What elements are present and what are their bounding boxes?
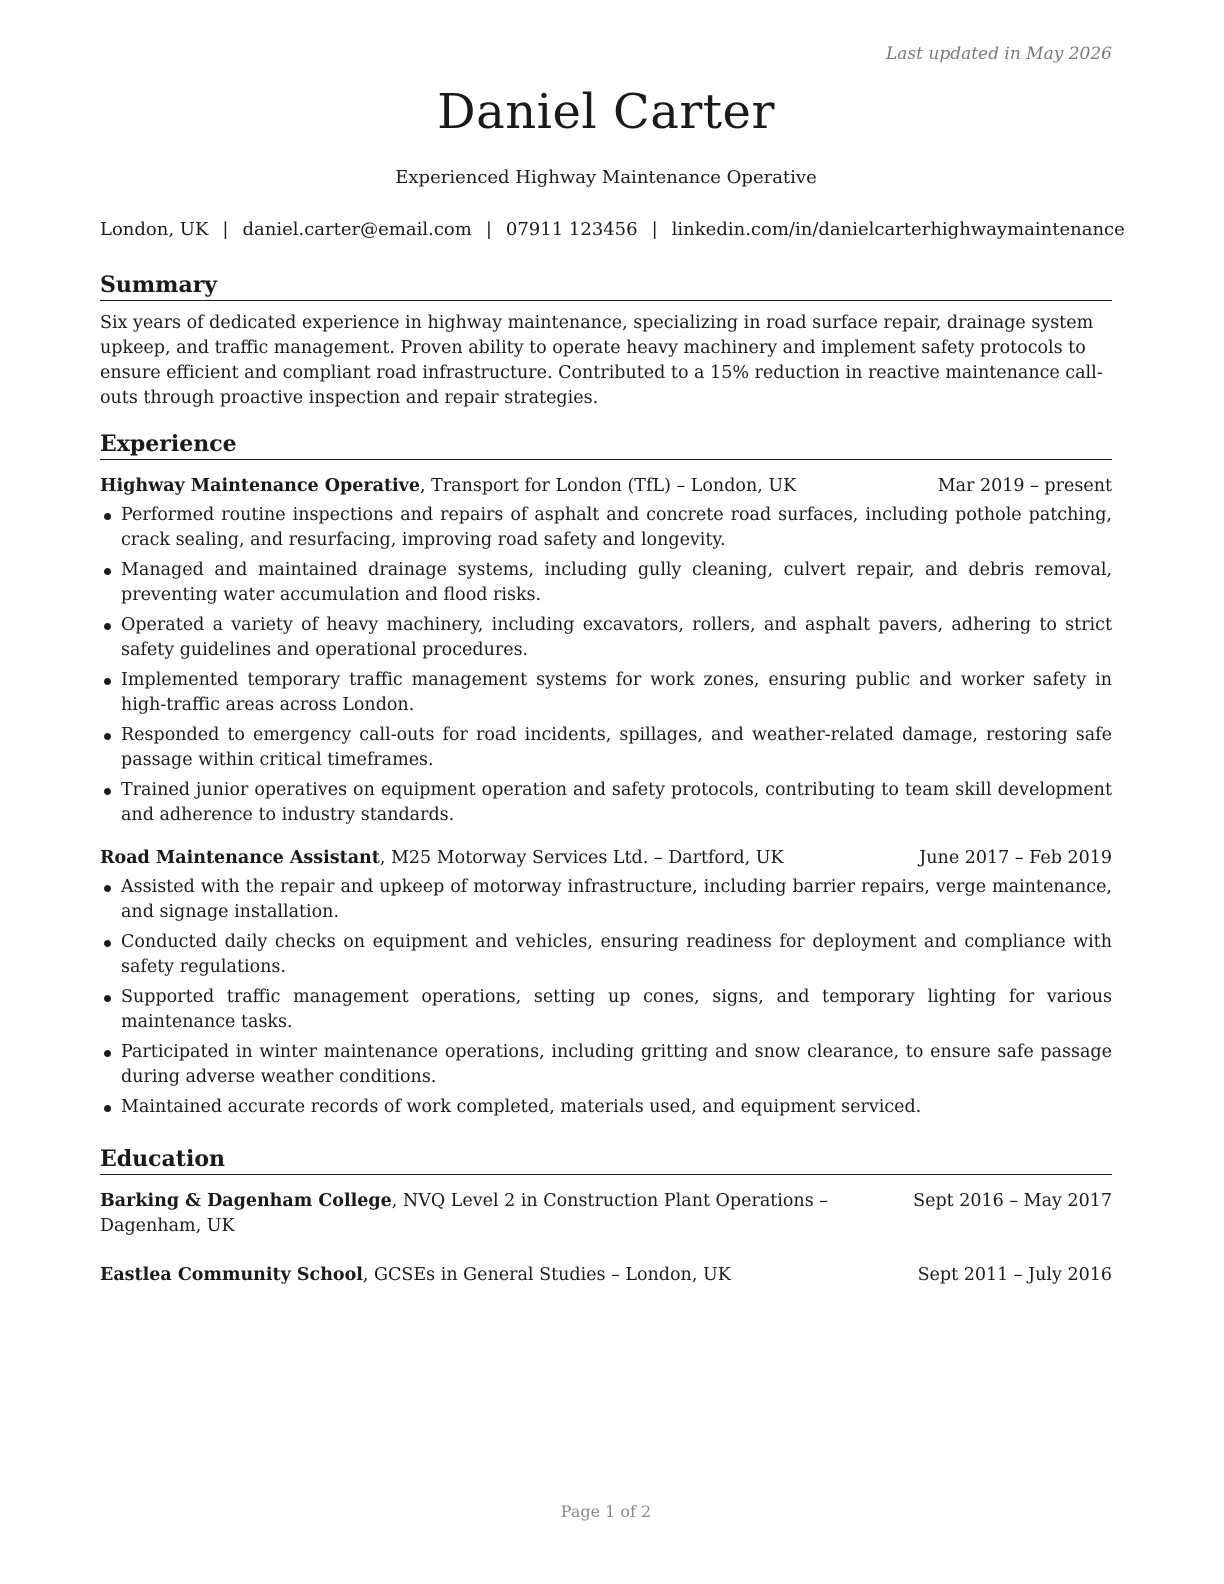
bullet-item: Conducted daily checks on equipment and vehicles, ensuring readiness for deployment and compliance with safety regulations.: [100, 930, 1112, 980]
job-entry: [100, 846, 1112, 1120]
job-company: , Transport for London (TfL) – London, UK: [419, 476, 797, 496]
job-bullets: [100, 503, 1112, 828]
bullet-item: Participated in winter maintenance operations, including gritting and snow clearance, to ensure safe passage during adverse weather conditions.: [100, 1040, 1112, 1090]
job-dates: Mar 2019 – present: [937, 476, 1112, 496]
job-bullets: [100, 875, 1112, 1120]
summary-text: Six years of dedicated experience in highway maintenance, specializing in road surface repair, drainage system upkeep, and traffic management. Proven ability to operate heavy machinery and implement safety protocols to ensure efficient and compliant road infrastructure. Contributed to a 15% reduction in reactive maintenance call-outs through proactive inspection and repair strategies.: [100, 313, 1103, 408]
contact-location: London, UK: [100, 219, 209, 240]
job-entry: [100, 474, 1112, 828]
bullet-item: Supported traffic management operations, setting up cones, signs, and temporary lighting for various maintenance tasks.: [100, 985, 1112, 1035]
job-dates: June 2017 – Feb 2019: [919, 848, 1112, 868]
job-role: Road Maintenance Assistant: [100, 848, 380, 868]
education-title-line: [100, 1189, 913, 1239]
bullet-item: Implemented temporary traffic management systems for work zones, ensuring public and worker safety in high-traffic areas across London.: [100, 668, 1112, 718]
bullet-item: Trained junior operatives on equipment operation and safety protocols, contributing to team skill development and adherence to industry standards.: [100, 778, 1112, 828]
summary-section: [100, 271, 1112, 411]
education-school: Barking & Dagenham College: [100, 1191, 392, 1211]
bullet-item: Responded to emergency call-outs for road incidents, spillages, and weather-related damage, restoring safe passage within critical timeframes.: [100, 723, 1112, 773]
candidate-name: Daniel Carter: [437, 84, 775, 140]
contact-separator: |: [651, 219, 658, 240]
experience-section: [100, 430, 1112, 1125]
section-title-experience: Experience: [100, 430, 1112, 460]
education-entry: [100, 1189, 1112, 1239]
job-company: , M25 Motorway Services Ltd. – Dartford, UK: [379, 848, 784, 868]
job-title-line: [100, 846, 919, 871]
contact-line: [100, 219, 1125, 240]
education-details: , GCSEs in General Studies – London, UK: [362, 1265, 731, 1285]
education-details: , NVQ Level 2 in Construction Plant Operations – Dagenham, UK: [100, 1191, 828, 1236]
education-section: [100, 1145, 1112, 1288]
bullet-item: Managed and maintained drainage systems, including gully cleaning, culvert repair, and debris removal, preventing water accumulation and flood risks.: [100, 558, 1112, 608]
contact-separator: |: [222, 219, 229, 240]
bullet-item: Maintained accurate records of work completed, materials used, and equipment serviced.: [100, 1095, 1112, 1120]
contact-phone[interactable]: 07911 123456: [505, 219, 638, 240]
education-title-line: [100, 1263, 918, 1288]
section-title-summary: Summary: [100, 271, 1112, 301]
job-header: [100, 474, 1112, 499]
bullet-item: Assisted with the repair and upkeep of motorway infrastructure, including barrier repairs, verge maintenance, and signage installation.: [100, 875, 1112, 925]
education-dates: Sept 2011 – July 2016: [917, 1265, 1112, 1285]
contact-separator: |: [485, 219, 492, 240]
job-header: [100, 846, 1112, 871]
bullet-item: Performed routine inspections and repairs of asphalt and concrete road surfaces, including pothole patching, crack sealing, and resurfacing, improving road safety and longevity.: [100, 503, 1112, 553]
contact-linkedin[interactable]: linkedin.com/in/danielcarterhighwaymaintenance: [671, 219, 1125, 240]
contact-email[interactable]: daniel.carter@email.com: [242, 219, 472, 240]
bullet-item: Operated a variety of heavy machinery, including excavators, rollers, and asphalt pavers, adhering to strict safety guidelines and operational procedures.: [100, 613, 1112, 663]
education-entry: [100, 1263, 1112, 1288]
candidate-tagline: Experienced Highway Maintenance Operative: [395, 167, 817, 188]
education-school: Eastlea Community School: [100, 1265, 363, 1285]
job-title-line: [100, 474, 938, 499]
page-number: Page 1 of 2: [560, 1502, 652, 1521]
education-dates: Sept 2016 – May 2017: [913, 1191, 1112, 1211]
section-title-education: Education: [100, 1145, 1112, 1175]
job-role: Highway Maintenance Operative: [100, 476, 420, 496]
last-updated-note: Last updated in May 2026: [885, 44, 1112, 64]
resume-page: [100, 0, 1125, 1584]
